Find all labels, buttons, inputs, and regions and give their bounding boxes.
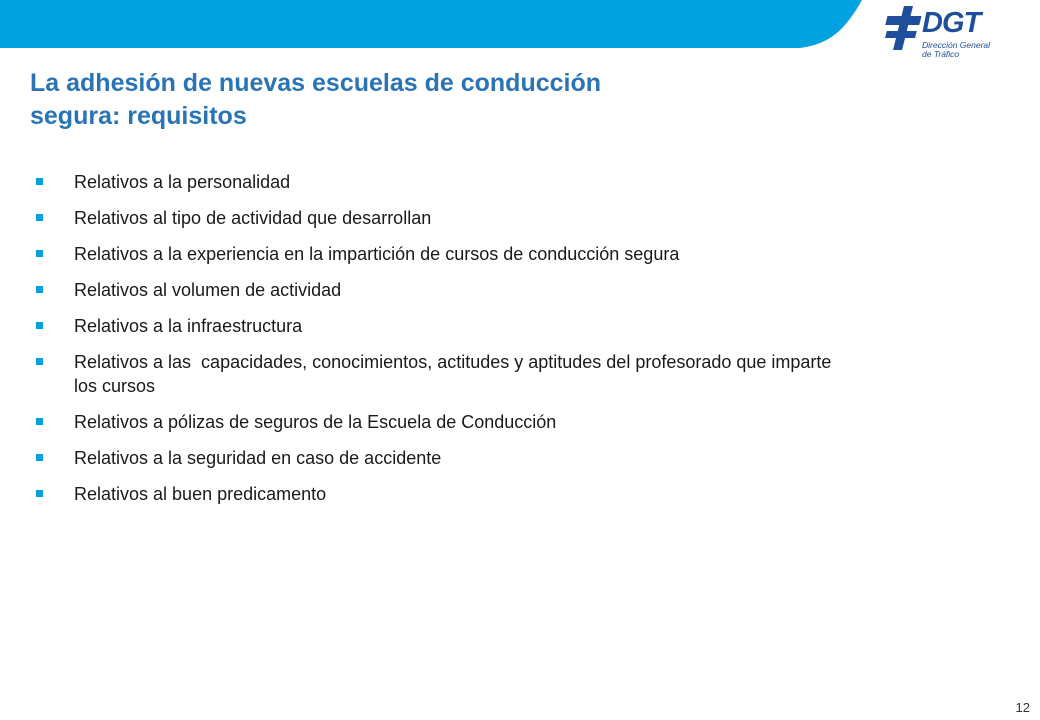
list-item-text: Relativos a la infraestructura — [74, 316, 303, 336]
header-accent-band — [0, 0, 870, 48]
list-item — [36, 314, 896, 338]
list-item-text: Relativos a la experiencia en la impartición de cursos de conducción segura — [74, 244, 680, 264]
requirements-list — [36, 170, 896, 518]
list-item — [36, 278, 896, 302]
bullet-square-icon — [36, 286, 43, 293]
bullet-square-icon — [36, 418, 43, 425]
bullet-square-icon — [36, 214, 43, 221]
list-item-text: Relativos al tipo de actividad que desarrollan — [74, 208, 432, 228]
list-item — [36, 206, 896, 230]
bullet-square-icon — [36, 490, 43, 497]
list-item — [36, 482, 896, 506]
slide-title — [30, 67, 850, 133]
slide-title-line1: La adhesión de nuevas escuelas de conducción — [30, 69, 602, 97]
list-item — [36, 446, 896, 470]
list-item — [36, 242, 896, 266]
dgt-logo — [882, 6, 1017, 60]
list-item-text: Relativos a pólizas de seguros de la Escuela de Conducción — [74, 412, 557, 432]
bullet-square-icon — [36, 178, 43, 185]
logo-subtitle-line2: de Tráfico — [922, 49, 960, 59]
list-item-text: Relativos al volumen de actividad — [74, 280, 342, 300]
list-item-text: Relativos al buen predicamento — [74, 484, 327, 504]
list-item — [36, 410, 896, 434]
logo-subtitle — [922, 41, 1012, 59]
logo-brand: DGT — [922, 7, 981, 39]
slide-title-line2: segura: requisitos — [30, 102, 247, 130]
dgt-cross-icon — [882, 6, 922, 50]
bullet-square-icon — [36, 454, 43, 461]
list-item-text: Relativos a la personalidad — [74, 172, 291, 192]
list-item — [36, 350, 854, 398]
list-item-text: Relativos a la seguridad en caso de accidente — [74, 448, 442, 468]
list-item — [36, 170, 896, 194]
page-number: 12 — [1015, 700, 1030, 715]
logo-subtitle-line1: Dirección General — [922, 40, 991, 50]
bullet-square-icon — [36, 250, 43, 257]
bullet-square-icon — [36, 322, 43, 329]
bullet-square-icon — [36, 358, 43, 365]
list-item-text: Relativos a las capacidades, conocimientos, actitudes y aptitudes del profesorado que imparte los cursos — [74, 352, 837, 396]
